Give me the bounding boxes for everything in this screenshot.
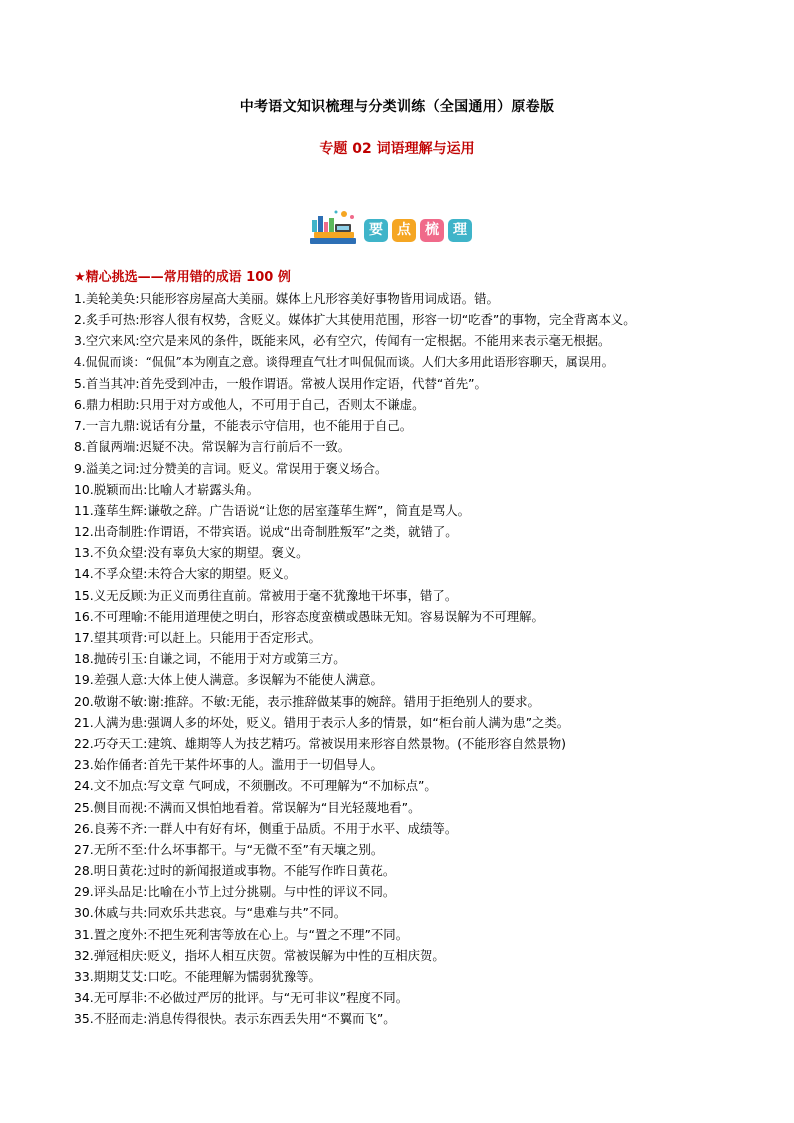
list-item: 23.始作俑者:首先干某件坏事的人。滥用于一切倡导人。: [74, 757, 383, 773]
list-item: 27.无所不至:什么坏事都干。与“无微不至”有天壤之别。: [74, 841, 384, 857]
list-item: 25.侧目而视:不满而又惧怕地看着。常误解为“目光轻蔑地看”。: [74, 799, 421, 815]
list-item: 10.脱颖而出:比喻人才崭露头角。: [74, 481, 259, 497]
list-item: 6.鼎力相助:只用于对方或他人，不可用于自己，否则太不谦虚。: [74, 396, 425, 412]
list-item: 30.休戚与共:同欢乐共悲哀。与“患难与共”不同。: [74, 905, 347, 921]
section-heading: ★精心挑选——常用错的成语 100 例: [74, 270, 291, 285]
list-item: 11.蓬荜生辉:谦敬之辞。广告语说“让您的居室蓬荜生辉”，简直是骂人。: [74, 502, 471, 518]
list-item: 20.敬谢不敏:谢:推辞。不敏:无能，表示推辞做某事的婉辞。错用于拒绝别人的要求。: [74, 693, 540, 709]
banner-tile: 梳: [420, 219, 444, 242]
list-item: 12.出奇制胜:作谓语，不带宾语。说成“出奇制胜叛军”之类，就错了。: [74, 524, 458, 540]
list-item: 1.美轮美奂:只能形容房屋高大美丽。媒体上凡形容美好事物皆用词成语。错。: [74, 291, 499, 306]
list-item: 34.无可厚非:不必做过严厉的批评。与“无可非议”程度不同。: [74, 990, 409, 1006]
document-subtitle: 专题 02 词语理解与运用: [319, 141, 475, 157]
list-item: 2.炙手可热:形容人很有权势，含贬义。媒体扩大其使用范围，形容一切“吃香”的事物，完全背离本义。: [74, 312, 636, 328]
banner-tile: 点: [392, 219, 416, 242]
list-item: 19.差强人意:大体上使人满意。多误解为不能使人满意。: [74, 672, 383, 688]
list-item: 31.置之度外:不把生死利害等放在心上。与“置之不理”不同。: [74, 926, 409, 942]
banner-tile: 理: [448, 219, 472, 242]
list-item: 15.义无反顾:为正义而勇往直前。常被用于毫不犹豫地干坏事，错了。: [74, 587, 458, 603]
list-item: 32.弹冠相庆:贬义，指坏人相互庆贺。常被误解为中性的互相庆贺。: [74, 947, 445, 963]
list-item: 29.评头品足:比喻在小节上过分挑剔。与中性的评议不同。: [74, 884, 396, 900]
key-points-banner: [308, 208, 483, 248]
list-item: 8.首鼠两端:迟疑不决。常误解为言行前后不一致。: [74, 439, 351, 455]
list-item: 14.不孚众望:未符合大家的期望。贬义。: [74, 566, 297, 582]
list-item: 9.溢美之词:过分赞美的言词。贬义。常误用于褒义场合。: [74, 460, 388, 476]
list-item: 28.明日黄花:过时的新闻报道或事物。不能写作昨日黄花。: [74, 863, 396, 879]
list-item: 33.期期艾艾:口吃。不能理解为懦弱犹豫等。: [74, 969, 321, 984]
list-item: 21.人满为患:强调人多的坏处，贬义。错用于表示人多的情景，如“柜台前人满为患”之类。: [74, 714, 570, 730]
list-item: 13.不负众望:没有辜负大家的期望。褒义。: [74, 545, 309, 561]
list-item: 16.不可理喻:不能用道理使之明白，形容态度蛮横或愚昧无知。容易误解为不可理解。: [74, 608, 544, 624]
list-item: 17.望其项背:可以赶上。只能用于否定形式。: [74, 630, 321, 645]
list-item: 5.首当其冲:首先受到冲击，一般作谓语。常被人误用作定语，代替“首先”。: [74, 375, 487, 391]
idiom-list: [74, 288, 774, 1030]
banner-tile: 要: [364, 219, 388, 242]
list-item: 22.巧夺天工:建筑、雄期等人为技艺精巧。常被误用来形容自然景物。(不能形容自然景物): [74, 735, 567, 751]
list-item: 7.一言九鼎:说话有分量，不能表示守信用，也不能用于自己。: [74, 418, 413, 434]
banner-tiles: [364, 219, 472, 242]
list-item: 18.抛砖引玉:自谦之词，不能用于对方或第三方。: [74, 651, 346, 667]
books-icon: [308, 208, 364, 248]
list-item: 4.侃侃而谈：“侃侃”本为刚直之意。谈得理直气壮才叫侃侃而谈。人们大多用此语形容聊天，属误用。: [74, 354, 614, 369]
list-item: 3.空穴来风:空穴是来风的条件，既能来风，必有空穴，传闻有一定根据。不能用来表示毫无根据。: [74, 333, 611, 349]
list-item: 26.良莠不齐:一群人中有好有坏，侧重于品质。不用于水平、成绩等。: [74, 820, 458, 836]
list-item: 35.不胫而走:消息传得很快。表示东西丢失用“不翼而飞”。: [74, 1011, 396, 1027]
list-item: 24.文不加点:写文章 气呵成，不须删改。不可理解为“不加标点”。: [74, 778, 437, 794]
document-title: 中考语文知识梳理与分类训练（全国通用）原卷版: [239, 99, 555, 115]
